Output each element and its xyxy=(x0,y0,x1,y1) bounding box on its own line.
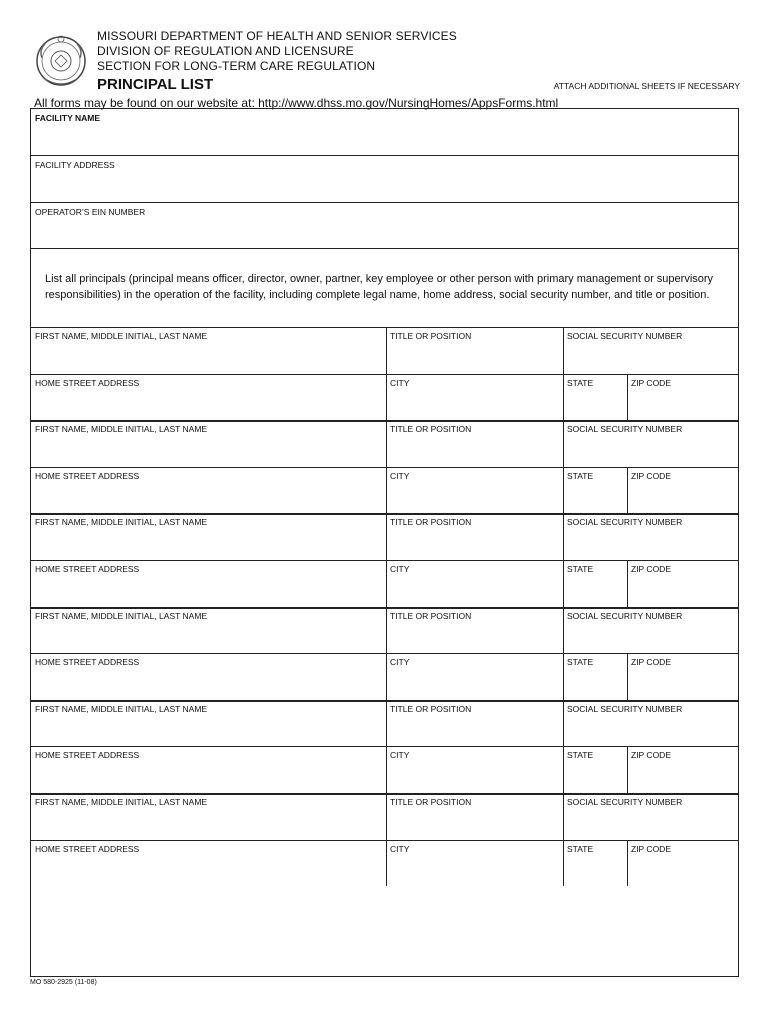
state-label: STATE xyxy=(567,657,594,668)
state-label: STATE xyxy=(567,843,594,854)
city-label: CITY xyxy=(390,563,410,574)
state-field[interactable] xyxy=(567,657,593,667)
ssn-label: SOCIAL SECURITY NUMBER xyxy=(567,517,683,528)
name-field[interactable] xyxy=(35,517,207,527)
name-field[interactable] xyxy=(35,611,207,621)
ssn-label: SOCIAL SECURITY NUMBER xyxy=(567,331,683,341)
street-address-field[interactable] xyxy=(35,750,139,760)
state-field[interactable] xyxy=(567,471,593,481)
division-name: DIVISION OF REGULATION AND LICENSURE xyxy=(97,44,354,58)
street-address-field[interactable] xyxy=(35,471,139,481)
form-title: PRINCIPAL LIST xyxy=(97,76,214,93)
state-label: STATE xyxy=(567,377,594,388)
zip-field[interactable] xyxy=(631,471,671,481)
zip-field[interactable] xyxy=(631,657,671,667)
principal-entry-3 xyxy=(31,513,738,606)
city-field[interactable] xyxy=(390,471,409,481)
missouri-state-seal xyxy=(33,30,89,92)
city-field[interactable] xyxy=(390,378,409,388)
title-label: TITLE OR POSITION xyxy=(390,703,472,714)
state-label: STATE xyxy=(567,563,594,574)
state-field[interactable] xyxy=(567,378,593,388)
website-note: All forms may be found on our website at: http://www.dhss.mo.gov/NursingHomes/AppsForms.html xyxy=(34,96,559,110)
name-field[interactable] xyxy=(35,424,207,434)
ssn-field[interactable] xyxy=(567,331,682,341)
name-label: FIRST NAME, MIDDLE INITIAL, LAST NAME xyxy=(35,797,208,807)
principal-entry-2 xyxy=(31,420,738,513)
principal-entry-5 xyxy=(31,700,738,793)
zip-label: ZIP CODE xyxy=(631,750,671,761)
title-field[interactable] xyxy=(390,704,471,714)
zip-label: ZIP CODE xyxy=(631,470,671,481)
state-field[interactable] xyxy=(567,844,593,854)
city-label: CITY xyxy=(390,377,410,388)
title-field[interactable] xyxy=(390,331,471,341)
attach-note: ATTACH ADDITIONAL SHEETS IF NECESSARY xyxy=(553,81,740,91)
ssn-label: SOCIAL SECURITY NUMBER xyxy=(567,797,683,807)
principal-entry-6 xyxy=(31,793,738,886)
title-label: TITLE OR POSITION xyxy=(390,424,472,435)
name-label: FIRST NAME, MIDDLE INITIAL, LAST NAME xyxy=(35,517,208,528)
state-label: STATE xyxy=(567,470,594,481)
street-address-label: HOME STREET ADDRESS xyxy=(35,750,140,761)
ssn-field[interactable] xyxy=(567,704,682,714)
instructions-text: List all principals (principal means officer, director, owner, partner, key employee or other person with primary management or supervisory responsibilities) in the operation of the facility, including complete legal name, home address, social security number, and title or position. xyxy=(45,273,714,301)
title-field[interactable] xyxy=(390,424,471,434)
ssn-field[interactable] xyxy=(567,611,682,621)
street-address-field[interactable] xyxy=(35,844,139,854)
facility-address-label: FACILITY ADDRESS xyxy=(35,160,115,170)
name-field[interactable] xyxy=(35,704,207,714)
street-address-label: HOME STREET ADDRESS xyxy=(35,377,140,388)
title-label: TITLE OR POSITION xyxy=(390,331,472,341)
zip-label: ZIP CODE xyxy=(631,843,671,854)
street-address-label: HOME STREET ADDRESS xyxy=(35,470,140,481)
facility-name-field[interactable] xyxy=(31,109,738,156)
ssn-field[interactable] xyxy=(567,797,682,807)
state-field[interactable] xyxy=(567,750,593,760)
city-field[interactable] xyxy=(390,657,409,667)
section-name: SECTION FOR LONG-TERM CARE REGULATION xyxy=(97,59,376,73)
ssn-label: SOCIAL SECURITY NUMBER xyxy=(567,610,683,621)
state-field[interactable] xyxy=(567,564,593,574)
principal-entry-4 xyxy=(31,607,738,700)
zip-label: ZIP CODE xyxy=(631,563,671,574)
city-label: CITY xyxy=(390,657,410,668)
zip-field[interactable] xyxy=(631,378,671,388)
facility-section xyxy=(30,108,739,249)
ssn-field[interactable] xyxy=(567,424,682,434)
ssn-field[interactable] xyxy=(567,517,682,527)
title-label: TITLE OR POSITION xyxy=(390,610,472,621)
zip-label: ZIP CODE xyxy=(631,657,671,668)
street-address-field[interactable] xyxy=(35,564,139,574)
ein-number-field[interactable] xyxy=(31,203,738,249)
street-address-label: HOME STREET ADDRESS xyxy=(35,843,140,854)
city-label: CITY xyxy=(390,750,410,761)
name-label: FIRST NAME, MIDDLE INITIAL, LAST NAME xyxy=(35,424,208,435)
city-field[interactable] xyxy=(390,750,409,760)
zip-label: ZIP CODE xyxy=(631,377,671,388)
title-label: TITLE OR POSITION xyxy=(390,797,472,807)
title-field[interactable] xyxy=(390,797,471,807)
city-field[interactable] xyxy=(390,564,409,574)
ssn-label: SOCIAL SECURITY NUMBER xyxy=(567,703,683,714)
street-address-field[interactable] xyxy=(35,378,139,388)
name-label: FIRST NAME, MIDDLE INITIAL, LAST NAME xyxy=(35,331,208,341)
state-label: STATE xyxy=(567,750,594,761)
title-field[interactable] xyxy=(390,611,471,621)
city-label: CITY xyxy=(390,470,410,481)
title-field[interactable] xyxy=(390,517,471,527)
city-field[interactable] xyxy=(390,844,409,854)
street-address-field[interactable] xyxy=(35,657,139,667)
name-field[interactable] xyxy=(35,331,207,341)
title-label: TITLE OR POSITION xyxy=(390,517,472,528)
department-name: MISSOURI DEPARTMENT OF HEALTH AND SENIOR SERVICES xyxy=(97,29,457,43)
street-address-label: HOME STREET ADDRESS xyxy=(35,563,140,574)
zip-field[interactable] xyxy=(631,844,671,854)
city-label: CITY xyxy=(390,843,410,854)
ein-number-label: OPERATOR’S EIN NUMBER xyxy=(35,207,146,217)
principals-section xyxy=(30,248,739,977)
name-label: FIRST NAME, MIDDLE INITIAL, LAST NAME xyxy=(35,703,208,714)
zip-field[interactable] xyxy=(631,750,671,760)
facility-name-label: FACILITY NAME xyxy=(35,113,101,123)
name-field[interactable] xyxy=(35,797,207,807)
ssn-label: SOCIAL SECURITY NUMBER xyxy=(567,424,683,435)
principal-entry-1 xyxy=(31,327,738,420)
zip-field[interactable] xyxy=(631,564,671,574)
facility-address-field[interactable] xyxy=(31,156,738,202)
form-number: MO 580-2925 (11-08) xyxy=(30,979,97,986)
name-label: FIRST NAME, MIDDLE INITIAL, LAST NAME xyxy=(35,610,208,621)
street-address-label: HOME STREET ADDRESS xyxy=(35,657,140,668)
